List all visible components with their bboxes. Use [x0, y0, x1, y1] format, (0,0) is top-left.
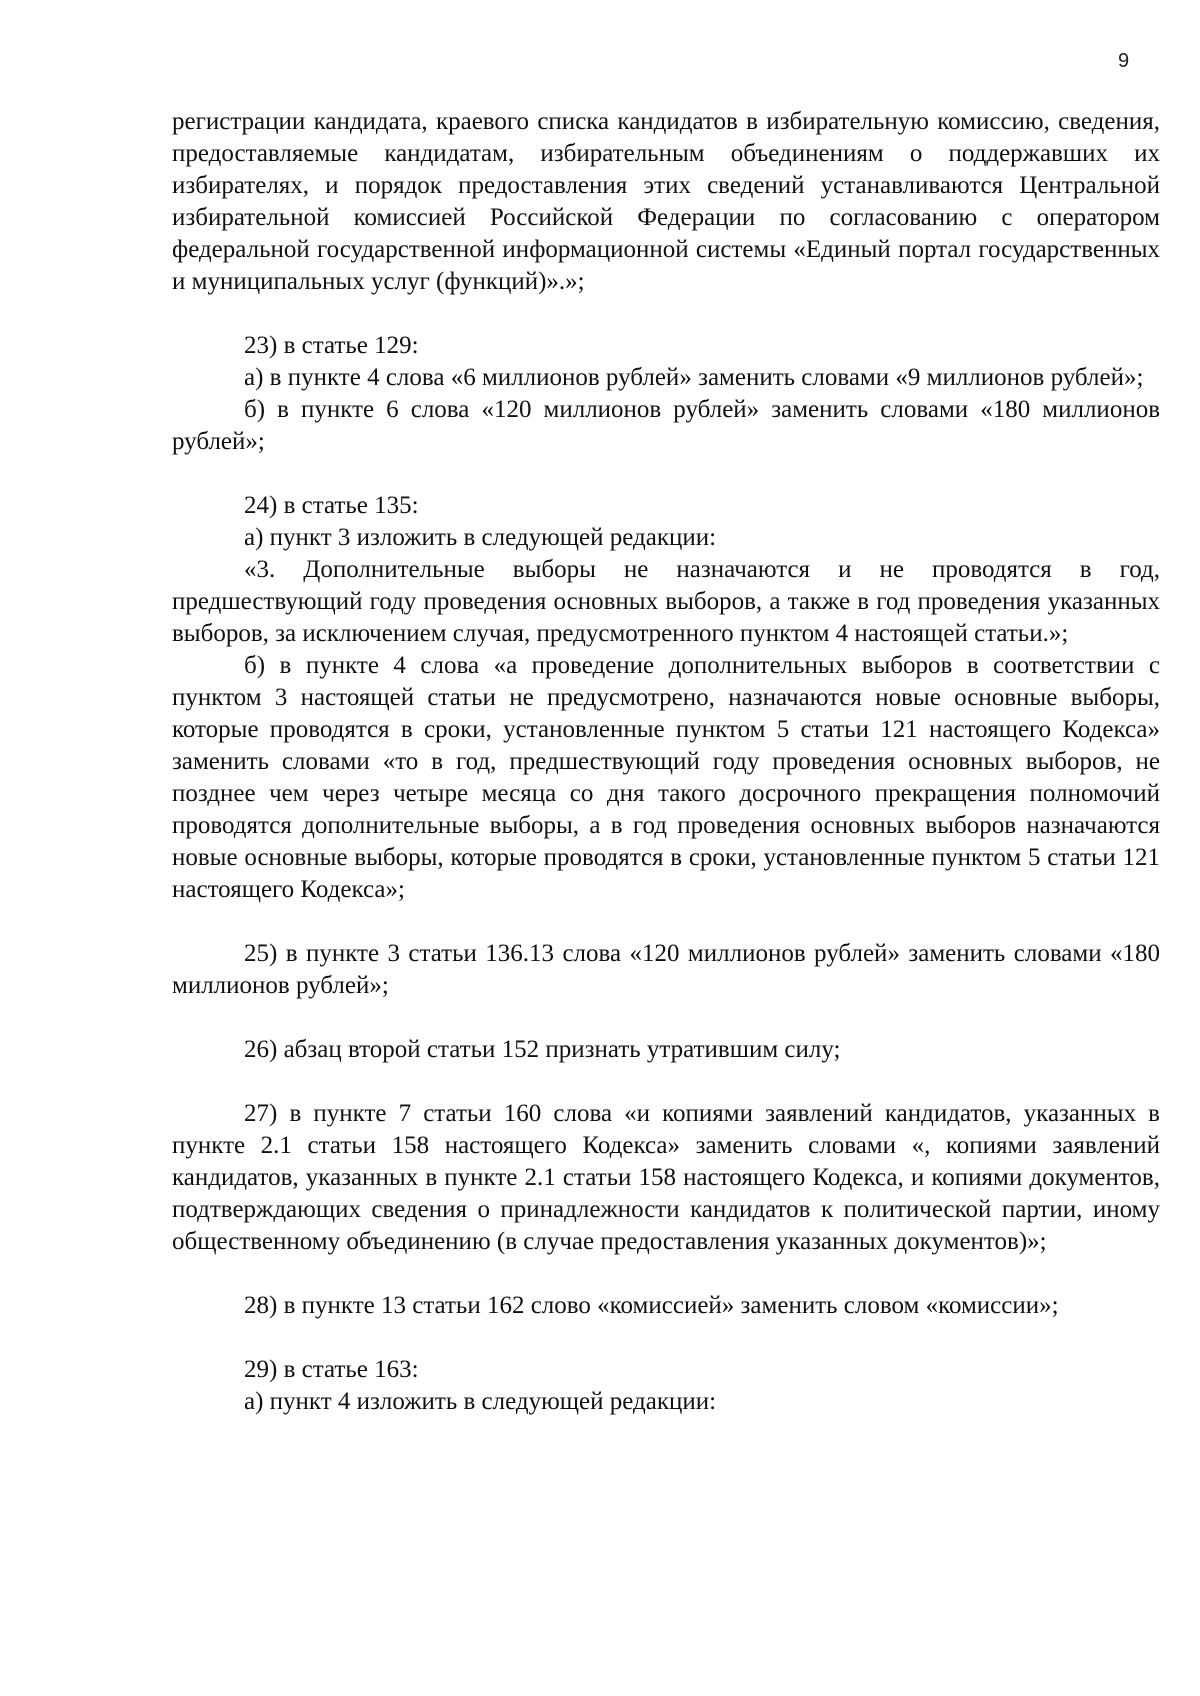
paragraph-gap [172, 1002, 1160, 1034]
item-23-subitem-a: а) в пункте 4 слова «6 миллионов рублей» заменить словами «9 миллионов рублей»; [244, 364, 1144, 391]
item-27: 27) в пункте 7 статьи 160 слова «и копиями заявлений кандидатов, указанных в пункте 2.1 статьи 158 настоящего Кодекса» заменить словами «, копиями заявлений кандидатов, указанных в пункте 2.1 статьи 158 настоящего Кодекса, и копиями документов, подтверждающих сведения о принадлежности кандидатов к политической партии, иному общественному объединению (в случае предоставления указанных документов)»; [172, 1100, 1160, 1255]
item-29-heading: 29) в статье 163: [244, 1356, 419, 1383]
item-28: 28) в пункте 13 статьи 162 слово «комиссией» заменить словом «комиссии»; [244, 1292, 1059, 1319]
item-24-heading: 24) в статье 135: [244, 492, 419, 519]
paragraph-gap [172, 1322, 1160, 1354]
paragraph-gap [172, 458, 1160, 490]
item-23-heading: 23) в статье 129: [244, 332, 419, 359]
paragraph-gap [172, 1258, 1160, 1290]
item-26: 26) абзац второй статьи 152 признать утратившим силу; [244, 1036, 841, 1063]
page-number: 9 [1118, 50, 1130, 72]
item-24-quoted-clause: «3. Дополнительные выборы не назначаются и не проводятся в год, предшествующий году проведения основных выборов, а также в год проведения указанных выборов, за исключением случая, предусмотренного пунктом 4 настоящей статьи.»; [172, 556, 1160, 647]
item-25: 25) в пункте 3 статьи 136.13 слова «120 миллионов рублей» заменить словами «180 миллионов рублей»; [172, 940, 1160, 999]
item-23-subitem-b: б) в пункте 6 слова «120 миллионов рублей» заменить словами «180 миллионов рублей»; [172, 396, 1160, 455]
paragraph-gap [172, 298, 1160, 330]
item-24-subitem-a: а) пункт 3 изложить в следующей редакции: [244, 524, 717, 551]
document-body [172, 106, 1160, 1418]
paragraph-gap [172, 906, 1160, 938]
item-29-subitem-a: а) пункт 4 изложить в следующей редакции: [244, 1388, 717, 1415]
paragraph-gap [172, 1066, 1160, 1098]
paragraph-continuation: регистрации кандидата, краевого списка кандидатов в избирательную комиссию, сведения, предоставляемые кандидатам, избирательным объединениям о поддержавших их избирателях, и порядок предоставления этих сведений устанавливаются Центральной избирательной комиссией Российской Федерации по согласованию с оператором федеральной государственной информационной системы «Единый портал государственных и муниципальных услуг (функций)».»; [172, 108, 1160, 295]
item-24-subitem-b: б) в пункте 4 слова «а проведение дополнительных выборов в соответствии с пунктом 3 настоящей статьи не предусмотрено, назначаются новые основные выборы, которые проводятся в сроки, установленные пунктом 5 статьи 121 настоящего Кодекса» заменить словами «то в год, предшествующий году проведения основных выборов, не позднее чем через четыре месяца со дня такого досрочного прекращения полномочий проводятся дополнительные выборы, а в год проведения основных выборов назначаются новые основные выборы, которые проводятся в сроки, установленные пунктом 5 статьи 121 настоящего Кодекса»; [172, 652, 1160, 903]
